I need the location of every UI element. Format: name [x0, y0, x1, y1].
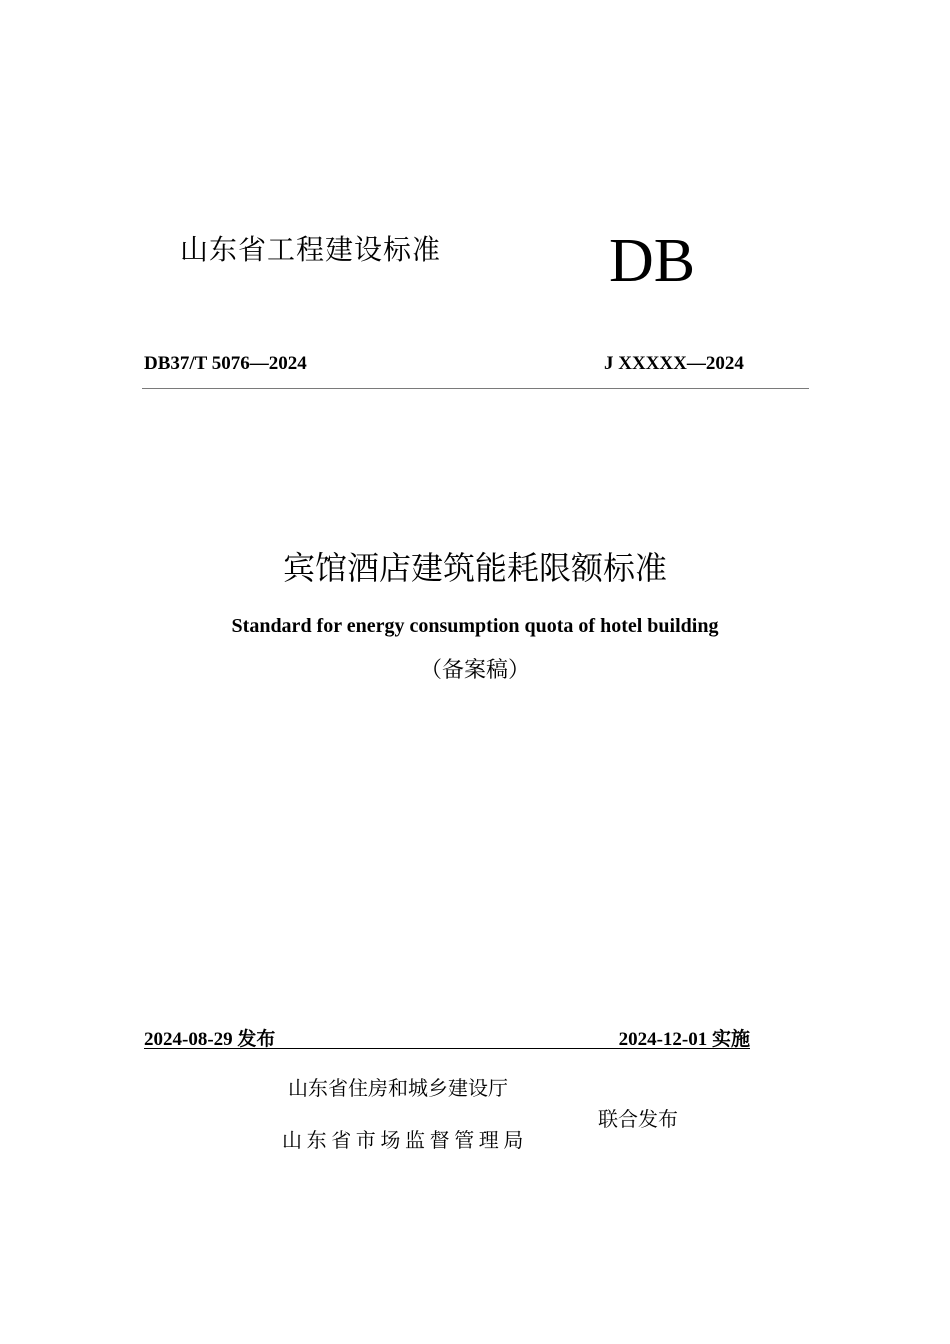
header-divider	[142, 388, 809, 389]
issuer-housing-department: 山东省住房和城乡建设厅	[288, 1076, 508, 1100]
release-date: 2024-08-29 发布	[144, 1029, 276, 1050]
joint-release-label: 联合发布	[598, 1107, 678, 1131]
db-mark: DB	[609, 227, 696, 295]
issuer-category: 山东省工程建设标准	[180, 233, 442, 266]
issuer-market-regulation: 山东省市场监督管理局	[282, 1128, 528, 1152]
record-number: J XXXXX—2024	[604, 353, 744, 374]
document-title-chinese: 宾馆酒店建筑能耗限额标准	[282, 549, 667, 587]
draft-label: （备案稿）	[419, 658, 530, 683]
effective-date: 2024-12-01 实施	[618, 1029, 750, 1050]
release-line	[144, 1024, 750, 1049]
standard-number: DB37/T 5076—2024	[144, 353, 307, 374]
document-title-english: Standard for energy consumption quota of hotel building	[231, 615, 719, 637]
